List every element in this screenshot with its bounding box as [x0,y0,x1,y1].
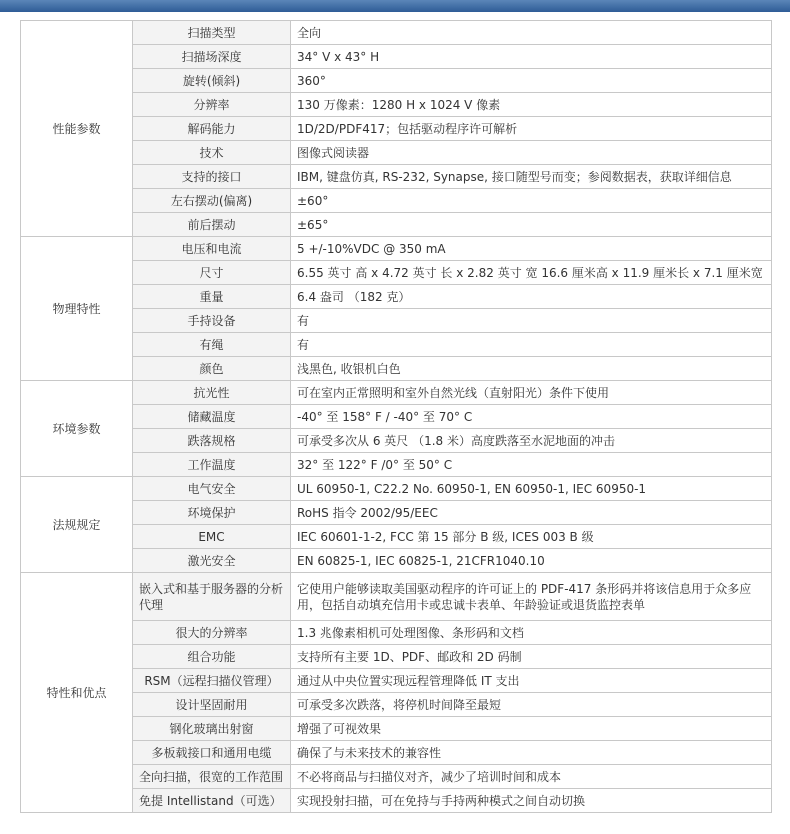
category-cell: 物理特性 [21,237,133,381]
spec-row [21,645,772,669]
spec-label: 设计坚固耐用 [133,693,291,717]
spec-row [21,453,772,477]
spec-value: 不必将商品与扫描仪对齐，减少了培训时间和成本 [291,765,772,789]
spec-value: 图像式阅读器 [291,141,772,165]
spec-label: 组合功能 [133,645,291,669]
spec-row [21,117,772,141]
spec-label: RSM（远程扫描仪管理） [133,669,291,693]
spec-label: 免提 Intellistand（可选） [133,789,291,813]
spec-label: 扫描类型 [133,21,291,45]
spec-row [21,573,772,621]
spec-value: 130 万像素：1280 H x 1024 V 像素 [291,93,772,117]
spec-row [21,93,772,117]
spec-row [21,357,772,381]
spec-label: 多板载接口和通用电缆 [133,741,291,765]
spec-value: 确保了与未来技术的兼容性 [291,741,772,765]
spec-row [21,621,772,645]
spec-value: IBM, 键盘仿真, RS-232, Synapse, 接口随型号而变；参阅数据表，获取详细信息 [291,165,772,189]
spec-row [21,429,772,453]
spec-value: UL 60950-1, C22.2 No. 60950-1, EN 60950-1, IEC 60950-1 [291,477,772,501]
spec-value: 6.55 英寸 高 x 4.72 英寸 长 x 2.82 英寸 宽 16.6 厘米高 x 11.9 厘米长 x 7.1 厘米宽 [291,261,772,285]
spec-label: 工作温度 [133,453,291,477]
spec-row [21,525,772,549]
spec-label: 支持的接口 [133,165,291,189]
top-banner-bar [0,0,790,12]
spec-value: 可承受多次跌落，将停机时间降至最短 [291,693,772,717]
spec-row [21,501,772,525]
spec-value: 增强了可视效果 [291,717,772,741]
spec-label: 嵌入式和基于服务器的分析代理 [133,573,291,621]
spec-table [20,20,772,813]
spec-row [21,333,772,357]
spec-value: EN 60825-1, IEC 60825-1, 21CFR1040.10 [291,549,772,573]
spec-value: 1.3 兆像素相机可处理图像、条形码和文档 [291,621,772,645]
category-cell: 特性和优点 [21,573,133,813]
spec-value: 6.4 盎司 （182 克） [291,285,772,309]
spec-value: 34° V x 43° H [291,45,772,69]
spec-value: 360° [291,69,772,93]
spec-row [21,717,772,741]
spec-value: RoHS 指令 2002/95/EEC [291,501,772,525]
spec-label: 环境保护 [133,501,291,525]
spec-value: 支持所有主要 1D、PDF、邮政和 2D 码制 [291,645,772,669]
spec-row [21,261,772,285]
category-cell: 环境参数 [21,381,133,477]
spec-value: 5 +/-10%VDC @ 350 mA [291,237,772,261]
spec-row [21,69,772,93]
spec-label: 尺寸 [133,261,291,285]
spec-row [21,237,772,261]
spec-label: 分辨率 [133,93,291,117]
spec-value: 实现投射扫描，可在免持与手持两种模式之间自动切换 [291,789,772,813]
spec-value: ±65° [291,213,772,237]
spec-label: 储藏温度 [133,405,291,429]
spec-value: IEC 60601-1-2, FCC 第 15 部分 B 级, ICES 003 B 级 [291,525,772,549]
spec-label: 扫描场深度 [133,45,291,69]
spec-row [21,765,772,789]
spec-label: 跌落规格 [133,429,291,453]
spec-value: ±60° [291,189,772,213]
spec-label: 解码能力 [133,117,291,141]
spec-label: 钢化玻璃出射窗 [133,717,291,741]
spec-label: 重量 [133,285,291,309]
category-cell: 性能参数 [21,21,133,237]
spec-value: 有 [291,309,772,333]
spec-value: -40° 至 158° F / -40° 至 70° C [291,405,772,429]
spec-value: 可承受多次从 6 英尺 （1.8 米）高度跌落至水泥地面的冲击 [291,429,772,453]
spec-row [21,549,772,573]
spec-label: 颜色 [133,357,291,381]
spec-label: 抗光性 [133,381,291,405]
spec-row [21,165,772,189]
spec-value: 通过从中央位置实现远程管理降低 IT 支出 [291,669,772,693]
spec-table-body [21,21,772,813]
spec-row [21,477,772,501]
spec-row [21,141,772,165]
spec-label: 电压和电流 [133,237,291,261]
spec-label: 手持设备 [133,309,291,333]
spec-value: 全向 [291,21,772,45]
spec-label: 全向扫描，很宽的工作范围 [133,765,291,789]
spec-label: 有绳 [133,333,291,357]
spec-row [21,21,772,45]
spec-row [21,741,772,765]
spec-value: 有 [291,333,772,357]
spec-row [21,405,772,429]
spec-row [21,45,772,69]
spec-value: 32° 至 122° F /0° 至 50° C [291,453,772,477]
spec-row [21,669,772,693]
spec-row [21,189,772,213]
spec-value: 可在室内正常照明和室外自然光线（直射阳光）条件下使用 [291,381,772,405]
spec-row [21,789,772,813]
spec-row [21,381,772,405]
spec-row [21,309,772,333]
spec-label: 很大的分辨率 [133,621,291,645]
spec-label: 前后摆动 [133,213,291,237]
spec-value: 1D/2D/PDF417；包括驱动程序许可解析 [291,117,772,141]
spec-label: 旋转(倾斜) [133,69,291,93]
spec-row [21,693,772,717]
spec-label: 技术 [133,141,291,165]
spec-label: EMC [133,525,291,549]
spec-label: 电气安全 [133,477,291,501]
spec-label: 左右摆动(偏离) [133,189,291,213]
spec-value: 浅黑色, 收银机白色 [291,357,772,381]
spec-row [21,213,772,237]
spec-row [21,285,772,309]
spec-label: 激光安全 [133,549,291,573]
spec-value: 它使用户能够读取美国驱动程序的许可证上的 PDF-417 条形码并将该信息用于众多应用，包括自动填充信用卡或忠诚卡表单、年龄验证或退货监控表单 [291,573,772,621]
category-cell: 法规规定 [21,477,133,573]
